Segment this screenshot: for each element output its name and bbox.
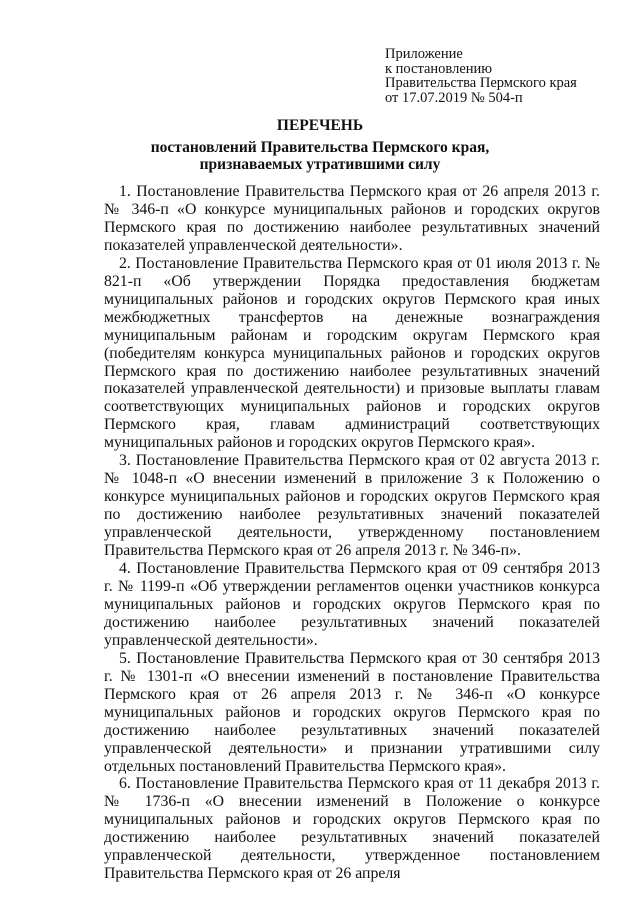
list-item: 5. Постановление Правительства Пермского края от 30 сентября 2013 г. № 1301-п «О внесении изменений в постановление Правительства Пермского края от 26 апреля 2013 г. № 346-п «О конкурсе муниципальных районов и городских округов Пермского края по достижению наиболее результативных значений показателей управленческой деятельности» и признании утратившими силу отдельных постановлений Правительства Пермского края». [104, 649, 600, 775]
list-item: 1. Постановление Правительства Пермского края от 26 апреля 2013 г. № 346-п «О конкурсе муниципальных районов и городских округов Пермского края по достижению наиболее результативных значений показателей управленческой деятельности». [104, 183, 600, 254]
appendix-line: Приложение [385, 46, 463, 62]
list-item: 6. Постановление Правительства Пермского края от 11 декабря 2013 г. № 1736-п «О внесении изменений в Положение о конкурсе муниципальных районов и городских округов Пермского края по достижению наиболее результативных значений показателей управленческой деятельности, утвержденное постановлением Правительства Пермского края от 26 апреля [104, 775, 600, 883]
document-title: ПЕРЕЧЕНЬ [276, 117, 364, 134]
document-body [104, 183, 600, 883]
appendix-header [385, 47, 577, 105]
list-item: 2. Постановление Правительства Пермского края от 01 июля 2013 г. № 821-п «Об утверждении Порядка предоставления бюджетам муниципальных районов и городских округов Пермского края иных межбюджетных трансфертов на денежные вознаграждения муниципальным районам и городским округам Пермского края (победителям конкурса муниципальных районов и городских округов Пермского края по достижению наиболее результативных значений показателей управленческой деятельности) и призовые выплаты главам соответствующих муниципальных районов и городских округов Пермского края, главам администраций соответствующих муниципальных районов и городских округов Пермского края». [104, 254, 600, 452]
appendix-line: к постановлению [385, 60, 493, 77]
subtitle-line: признаваемых утратившими силу [199, 156, 441, 173]
list-item: 4. Постановление Правительства Пермского края от 09 сентября 2013 г. № 1199-п «Об утверждении регламентов оценки участников конкурса муниципальных районов и городских округов Пермского края по достижению наиболее результативных значений показателей управленческой деятельности». [104, 560, 600, 649]
list-item: 3. Постановление Правительства Пермского края от 02 августа 2013 г. № 1048-п «О внесении изменений в приложение 3 к Положению о конкурсе муниципальных районов и городских округов Пермского края по достижению наиболее результативных значений показателей управленческой деятельности, утвержденному постановлением Правительства Пермского края от 26 апреля 2013 г. № 346-п». [104, 452, 600, 560]
appendix-line: Правительства Пермского края [385, 75, 577, 91]
document-subtitle [0, 139, 640, 173]
subtitle-line: постановлений Правительства Пермского края, [150, 139, 490, 156]
appendix-line: от 17.07.2019 № 504-п [385, 89, 523, 106]
